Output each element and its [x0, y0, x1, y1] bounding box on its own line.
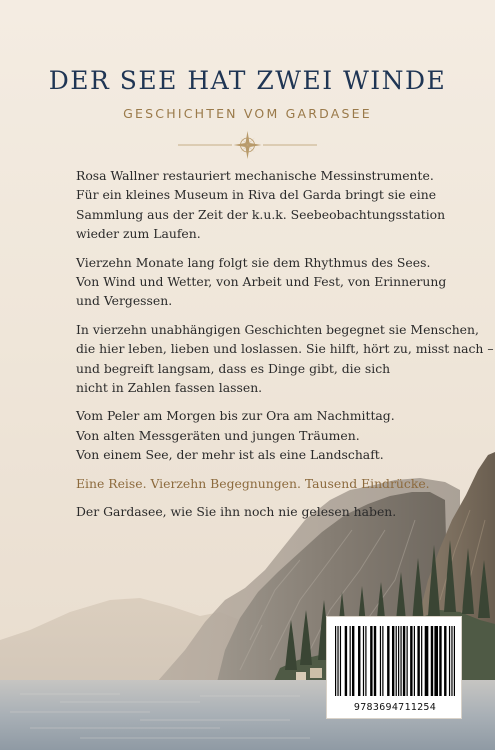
compass-rose-icon	[0, 130, 495, 160]
barcode-bar	[392, 626, 394, 696]
barcode-bar	[374, 626, 376, 696]
blurb-closing	[76, 502, 476, 521]
barcode-bar	[382, 626, 383, 696]
blurb-paragraph	[76, 253, 476, 311]
back-cover-blurb	[76, 166, 494, 531]
ornament-divider	[0, 130, 495, 160]
barcode-bar	[387, 626, 389, 696]
blurb-line: die hier leben, lieben und loslassen. Sie hilft, hört zu, misst nach –	[76, 341, 494, 357]
barcode-bar	[439, 626, 441, 696]
barcode-bar	[434, 626, 438, 696]
blurb-line: Rosa Wallner restauriert mechanische Messinstrumente.	[76, 168, 434, 183]
blurb-line: Vom Peler am Morgen bis zur Ora am Nachmittag.	[76, 408, 395, 424]
blurb-paragraph	[76, 320, 494, 398]
barcode-bar	[337, 626, 338, 696]
barcode-bar	[380, 626, 381, 696]
barcode-bar	[352, 626, 354, 696]
barcode-bar	[425, 626, 429, 696]
barcode-bar	[358, 626, 360, 696]
blurb-line: In vierzehn unabhängigen Geschichten begegnet sie Menschen,	[76, 321, 479, 337]
blurb-paragraph	[76, 406, 476, 464]
barcode-bar	[414, 626, 415, 696]
barcode-bar	[370, 626, 372, 696]
blurb-line: und begreift langsam, dass es Dinge gibt, die sich	[76, 360, 391, 376]
barcode-bar	[340, 626, 341, 696]
barcode-bar	[363, 626, 364, 696]
barcode-bar	[335, 626, 336, 696]
barcode-bar	[403, 626, 405, 696]
barcode-bar	[451, 626, 452, 696]
barcode-bars	[335, 626, 455, 696]
barcode-bar	[398, 626, 399, 696]
barcode-bar	[410, 626, 412, 696]
blurb-line: Sammlung aus der Zeit der k.u.k. Seebeobachtungsstation	[76, 206, 446, 222]
barcode-bar	[431, 626, 433, 696]
blurb-tagline	[76, 474, 476, 493]
isbn-digits: 9783694711254	[353, 702, 437, 713]
barcode-bar	[444, 626, 446, 696]
book-title: DER SEE HAT ZWEI WINDE	[48, 66, 447, 95]
blurb-line: Der Gardasee, wie Sie ihn noch nie gelesen haben.	[76, 504, 397, 520]
barcode-bar	[400, 626, 401, 696]
blurb-line: wieder zum Laufen.	[76, 226, 201, 242]
blurb-line: nicht in Zahlen fassen lassen.	[76, 380, 263, 396]
barcode-bar	[345, 626, 347, 696]
blurb-line: Von Wind und Wetter, von Arbeit und Fest, von Erinnerung	[76, 274, 447, 290]
barcode-bar	[454, 626, 455, 696]
barcode-bar	[421, 626, 422, 696]
blurb-line: Von alten Messgeräten und jungen Träumen.	[76, 427, 360, 443]
blurb-paragraph	[76, 166, 476, 244]
blurb-line: Für ein kleines Museum in Riva del Garda bringt sie eine	[76, 187, 437, 203]
barcode-bar	[417, 626, 419, 696]
barcode-bar	[396, 626, 397, 696]
barcode-bar	[449, 626, 450, 696]
blurb-line: Eine Reise. Vierzehn Begegnungen. Tausend Eindrücke.	[76, 475, 430, 491]
barcode-bar	[350, 626, 351, 696]
blurb-line: Von einem See, der mehr ist als eine Landschaft.	[76, 447, 384, 463]
barcode-bar	[365, 626, 366, 696]
blurb-line: und Vergessen.	[76, 293, 173, 309]
barcode-bar	[407, 626, 408, 696]
book-subtitle: GESCHICHTEN VOM GARDASEE	[123, 106, 372, 121]
blurb-line: Vierzehn Monate lang folgt sie dem Rhythmus des Sees.	[76, 254, 431, 270]
isbn-barcode	[326, 616, 462, 719]
